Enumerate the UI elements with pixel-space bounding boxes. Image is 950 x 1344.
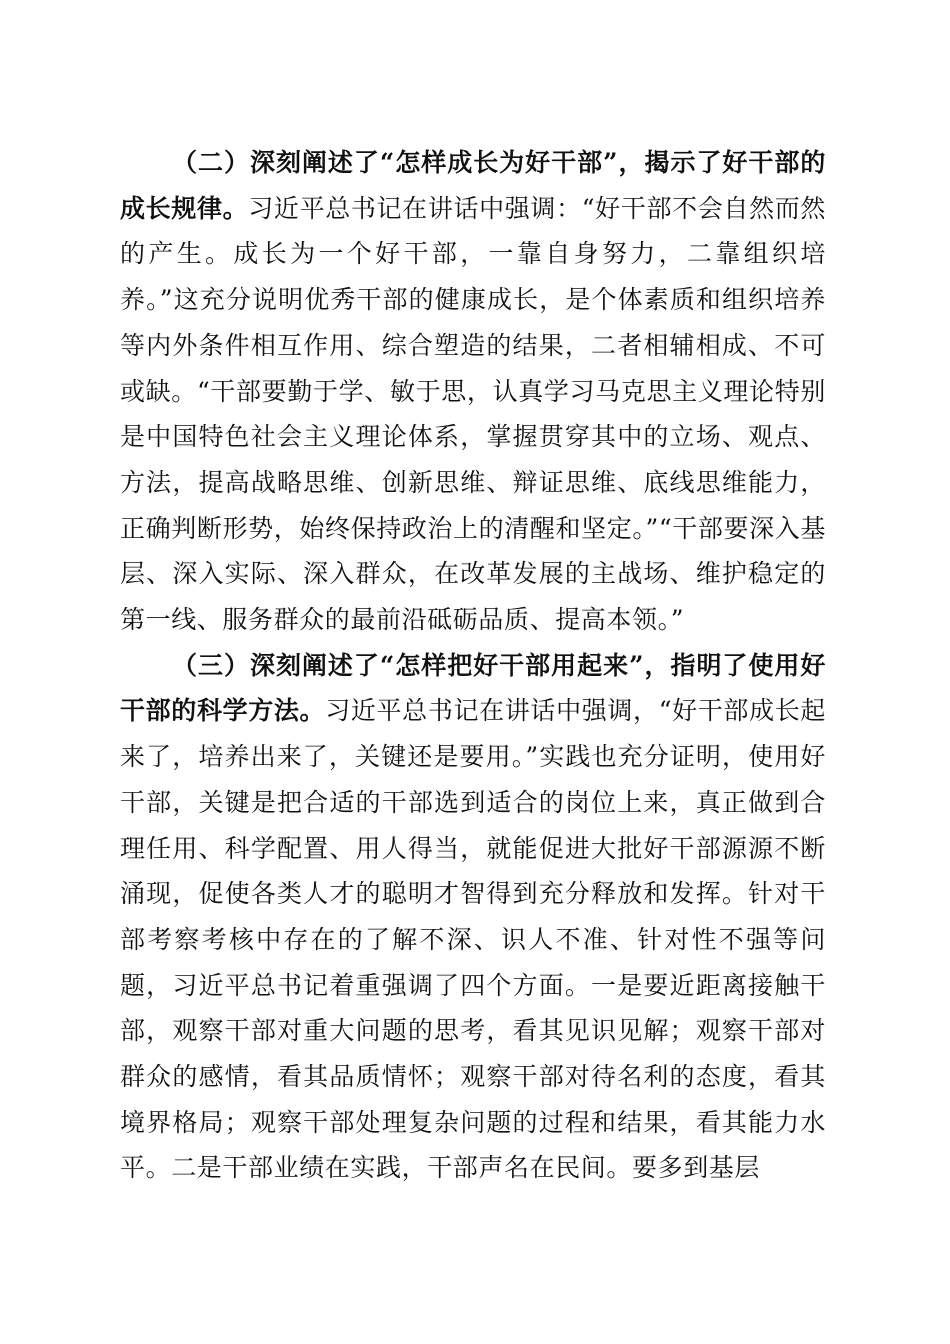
document-body	[120, 140, 826, 1191]
paragraph-utilization	[120, 643, 826, 1191]
paragraph-heading: （三）深刻阐述了“怎样把好干部用起来”，指明了使用好干部的科学方法。	[120, 650, 826, 726]
paragraph-cultivation	[120, 140, 826, 643]
paragraph-heading: （二）深刻阐述了“怎样成长为好干部”，揭示了好干部的成长规律。	[120, 148, 826, 223]
paragraph-text: 习近平总书记在讲话中强调：“好干部不会自然而然的产生。成长为一个好干部，一靠自身努力，二靠组织培养。”这充分说明优秀干部的健康成长，是个体素质和组织培养等内外条件相互作用、综合塑造的结果，二者相辅相成、不可或缺。“干部要勤于学、敏于思，认真学习马克思主义理论特别是中国特色社会主义理论体系，掌握贯穿其中的立场、观点、方法，提高战略思维、创新思维、辩证思维、底线思维能力，正确判断形势，始终保持政治上的清醒和坚定。”“干部要深入基层、深入实际、深入群众，在改革发展的主战场、维护稳定的第一线、服务群众的最前沿砥砺品质、提高本领。”	[120, 193, 826, 635]
paragraph-text: 习近平总书记在讲话中强调，“好干部成长起来了，培养出来了，关键还是要用。”实践也充分证明，使用好干部，关键是把合适的干部选到适合的岗位上来，真正做到合理任用、科学配置、用人得当，就能促进大批好干部源源不断涌现，促使各类人才的聪明才智得到充分释放和发挥。针对干部考察考核中存在的了解不深、识人不准、针对性不强等问题，习近平总书记着重强调了四个方面。一是要近距离接触干部，观察干部对重大问题的思考，看其见识见解；观察干部对群众的感情，看其品质情怀；观察干部对待名利的态度，看其境界格局；观察干部处理复杂问题的过程和结果，看其能力水平。二是干部业绩在实践，干部声名在民间。要多到基层	[120, 696, 826, 1183]
